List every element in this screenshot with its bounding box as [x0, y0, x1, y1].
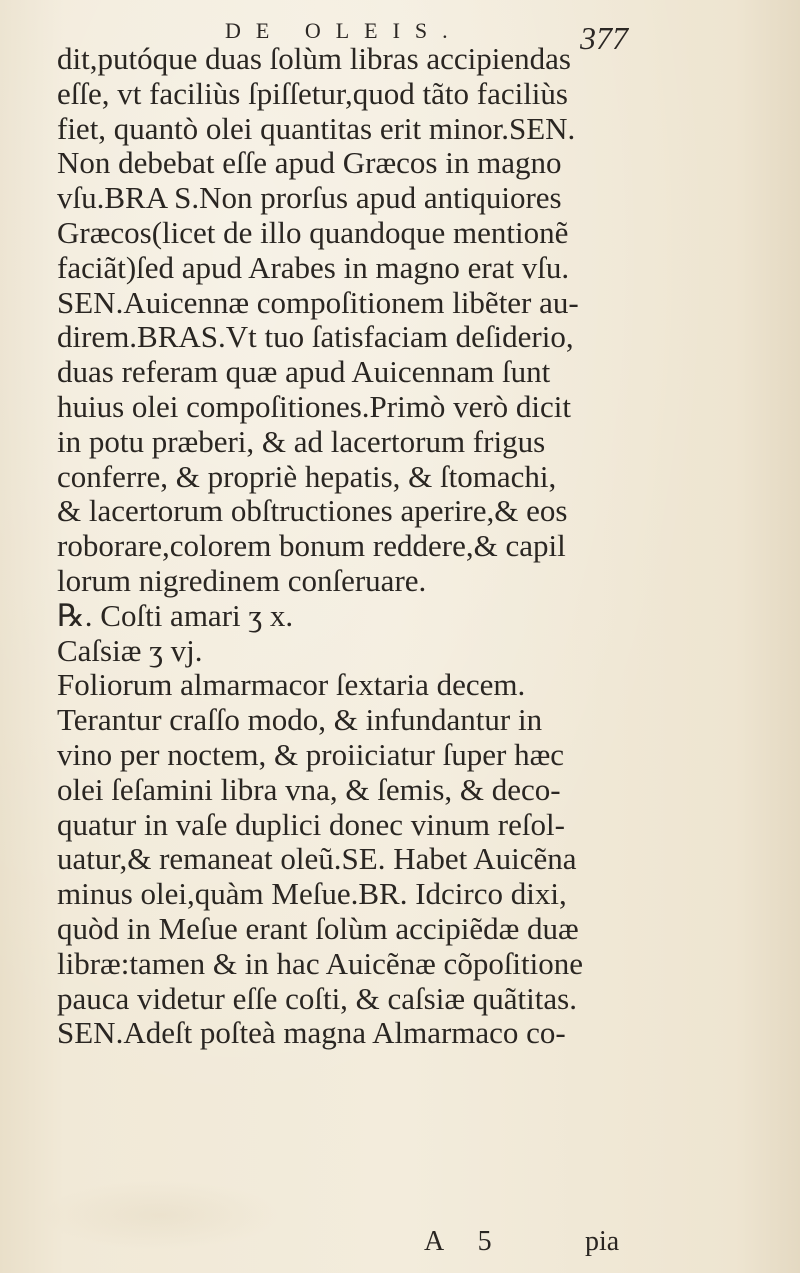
- text-line: libræ:tamen & in hac Auicẽnæ cõpoſitione: [57, 945, 584, 981]
- running-title: DE OLEIS.: [225, 18, 463, 43]
- text-line: & lacertorum obſtructiones aperire,& eos: [57, 493, 568, 529]
- signature-mark: A 5: [424, 1226, 506, 1257]
- text-line: direm.BRAS.Vt tuo ſatisfaciam deſiderio,: [57, 319, 574, 355]
- page-number: 377: [580, 20, 628, 56]
- recipe-line: Caſsiæ ʒ vj.: [57, 632, 203, 668]
- text-line: vino per noctem, & proiiciatur ſuper hæc: [57, 736, 565, 772]
- text-line: duas referam quæ apud Auicennam ſunt: [57, 354, 551, 390]
- catchword: pia: [585, 1226, 620, 1257]
- body-text: [57, 42, 757, 1051]
- text-line: SEN.Auicennæ compoſitionem libẽter au-: [57, 284, 579, 320]
- text-line: Non debebat eſſe apud Græcos in magno: [57, 145, 562, 181]
- text-line: pauca videtur eſſe coſti, & caſsiæ quãtitas.: [57, 980, 577, 1016]
- text-line: uatur,& remaneat oleũ.SE. Habet Auicẽna: [57, 841, 577, 877]
- text-line: lorum nigredinem conſeruare.: [57, 562, 427, 598]
- text-line: Terantur craſſo modo, & infundantur in: [57, 702, 543, 738]
- text-line: dit,putóque duas ſolùm libras accipiendas: [57, 41, 571, 76]
- text-line: SEN.Adeſt poſteà magna Almarmaco co-: [57, 1015, 566, 1051]
- text-line: vſu.BRA S.Non prorſus apud antiquiores: [57, 180, 562, 216]
- text-line: fiet, quantò olei quantitas erit minor.SEN.: [57, 110, 576, 146]
- text-line: faciãt)ſed apud Arabes in magno erat vſu.: [57, 249, 570, 285]
- recipe-line: Foliorum almarmacor ſextaria decem.: [57, 667, 526, 703]
- text-line: Græcos(licet de illo quandoque mentionẽ: [57, 214, 569, 250]
- text-line: in potu præberi, & ad lacertorum frigus: [57, 423, 546, 459]
- text-line: quatur in vaſe duplici donec vinum reſol-: [57, 806, 565, 842]
- text-line: olei ſeſamini libra vna, & ſemis, & deco-: [57, 771, 561, 807]
- text-line: quòd in Meſue erant ſolùm accipiẽdæ duæ: [57, 910, 579, 946]
- text-line: conferre, & propriè hepatis, & ſtomachi,: [57, 458, 557, 494]
- text-line: huius olei compoſitiones.Primò verò dicit: [57, 388, 572, 424]
- text-line: minus olei,quàm Meſue.BR. Idcirco dixi,: [57, 876, 567, 912]
- recipe-line: ℞. Coſti amari ʒ x.: [57, 597, 294, 633]
- page-footer: [0, 1226, 800, 1262]
- text-line: eſſe, vt faciliùs ſpiſſetur,quod tãto faciliùs: [57, 75, 568, 111]
- text-line: roborare,colorem bonum reddere,& capil: [57, 528, 566, 564]
